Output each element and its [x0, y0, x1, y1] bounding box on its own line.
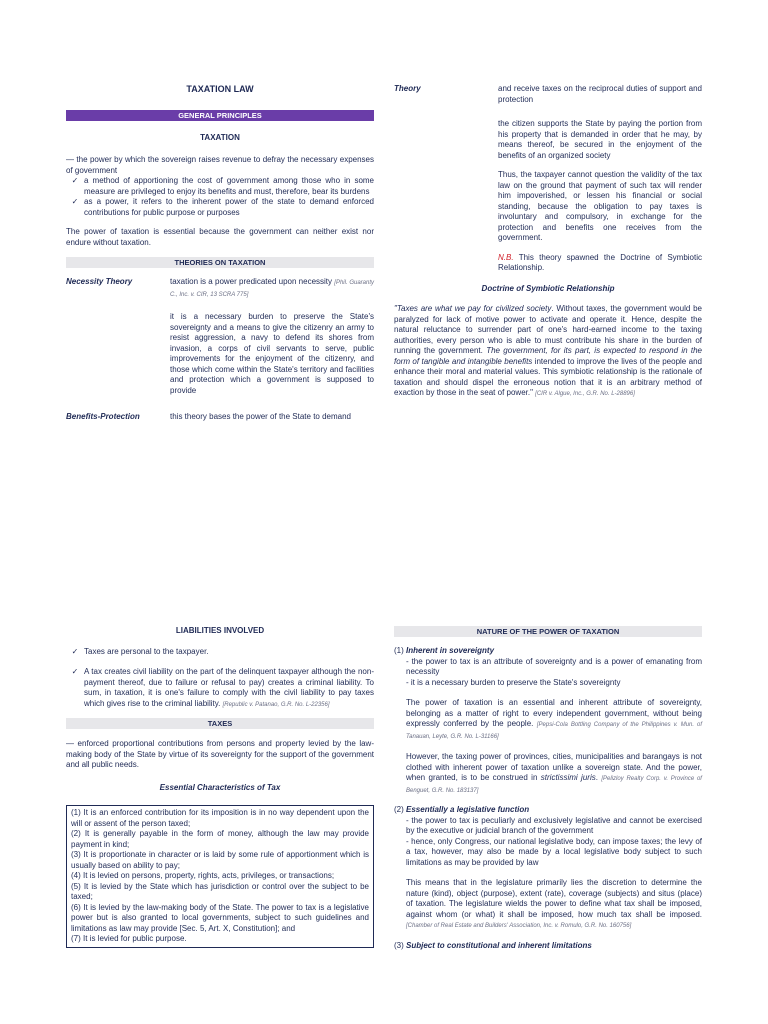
characteristic-item: (1) It is an enforced contribution for its imposition is in no way dependent upon the will or assent of the person taxed;: [71, 808, 369, 828]
check-icon: ✓: [71, 197, 79, 206]
citation: [Chamber of Real Estate and Builders' Association, Inc. v. Romulo, G.R. No. 160756]: [406, 923, 632, 929]
theory-text: and receive taxes on the reciprocal duties of support and protection: [498, 84, 702, 104]
check-icon: ✓: [71, 646, 79, 656]
nature-item-1-a: - the power to tax is an attribute of sovereignty and is a power of emanating from necessity: [406, 656, 702, 676]
benefits-protection-text: this theory bases the power of the State to demand: [170, 412, 351, 421]
characteristic-item: (6) It is levied by the law-making body of the State. The power to tax is a legislative power but is also granted to local governments, subject to such guidelines and limitations as law may provide [Sec. 5, Art. X, Constitution]; and: [71, 902, 369, 933]
characteristics-box: [66, 805, 374, 948]
nb-label: N.B.: [498, 252, 514, 262]
taxes-header: TAXES: [66, 718, 374, 729]
check-icon: ✓: [71, 176, 79, 185]
theory-continued-row: [394, 84, 702, 105]
nature-item-1-title: (1) Inherent in sovereignty: [394, 646, 495, 655]
characteristic-item: (3) It is proportionate in character or is laid by some rule of apportionment which is usually based on ability to pay;: [71, 850, 369, 870]
checklist-text: Taxes are personal to the taxpayer.: [84, 646, 209, 656]
taxes-definition: — enforced proportional contributions from persons and property levied by the law-making body of the State by virtue of its sovereignty for the support of the government and all public needs.: [66, 739, 374, 769]
theory-label: Theory: [394, 84, 421, 93]
characteristic-item: (4) It is levied on persons, property, rights, acts, privileges, or transactions;: [71, 871, 335, 880]
taxation-heading: TAXATION: [200, 132, 240, 142]
necessity-theory-row-2: [66, 312, 374, 396]
characteristic-item: (7) It is levied for public purpose.: [71, 934, 187, 943]
general-principles-header: GENERAL PRINCIPLES: [66, 110, 374, 121]
necessity-theory-label: Necessity Theory: [66, 277, 133, 286]
essential-characteristics-heading: Essential Characteristics of Tax: [159, 782, 281, 792]
nature-item-3-title: (3) Subject to constitutional and inherent limitations: [394, 940, 592, 950]
checklist-item: [66, 647, 374, 658]
essential-paragraph: The power of taxation is essential because the government can neither exist nor endure without taxation.: [66, 227, 374, 247]
taxpayer-validity-text: Thus, the taxpayer cannot question the validity of the tax law on the ground that payment of such tax will render him impoverished, or lessen his financial or social standing, because the obligation to pay taxes is involuntary and compulsory, in exchange for the protection and benefits one receives from the government.: [498, 170, 702, 242]
liabilities-heading: LIABILITIES INVOLVED: [175, 626, 265, 635]
nature-item-1-b: - it is a necessary burden to preserve the State's sovereignty: [406, 677, 621, 687]
benefits-protection-label: Benefits-Protection: [66, 412, 140, 421]
citation: [CIR v. Algue, Inc., G.R. No. L-28896]: [535, 391, 635, 397]
taxation-definition: — the power by which the sovereign raises revenue to defray the necessary expenses of government: [66, 155, 374, 175]
citizen-support-text: the citizen supports the State by paying the portion from his property that is demanded in order that he may, by means thereof, be secured in the enjoyment of the benefits of an organized society: [498, 119, 702, 160]
nature-item-1-para-2: However, the taxing power of provinces, cities, municipalities and barangays is not clothed with inherent power of taxation unlike a sovereign state. And the power, when granted, is to be construed in strictissimi juris. [Pelizloy Realty Corp. v. Province of Benguet, G.R. No. 183137]: [406, 752, 702, 794]
check-icon: ✓: [71, 667, 79, 676]
checklist-text: A tax creates civil liability on the part of the delinquent taxpayer although the non-payment thereof, due to failure or refusal to pay) creates a criminal liability. To sum, in taxation, it is one's failure to comply with the civil liability to pay taxes which gives rise to the criminal liability. [Republic v. Patanao, G.R. No. L-22356]: [84, 667, 374, 708]
checklist-item: [66, 667, 374, 710]
bottom-left-column: [66, 626, 374, 948]
checklist-text: a method of apportioning the cost of government among those who in some measure are privileged to enjoy its benefits and must, therefore, bear its burdens: [84, 176, 374, 196]
benefits-protection-row: [66, 412, 374, 423]
nature-item-2-para-1: This means that in the legislature primarily lies the discretion to determine the nature (kind), object (purpose), extent (rate), coverage (subjects) and situs (place) of taxation. The legislature wields the power to define what tax shall be imposed, against whom (or what) it shall be imposed, how much tax shall be imposed. [Chamber of Real Estate and Builders' Association, Inc. v. Romulo, G.R. No. 160756]: [406, 878, 702, 929]
nature-item-2-a: - the power to tax is peculiarly and exclusively legislative and cannot be exercised by the executive or judicial branch of the government: [406, 815, 702, 835]
citation: [Phil. Guaranty C., Inc. v. CIR, 13 SCRA 775]: [170, 280, 374, 298]
doctrine-quote: "Taxes are what we pay for civilized society: [394, 304, 552, 313]
nb-note: N.B. This theory spawned the Doctrine of Symbiotic Relationship.: [498, 252, 703, 272]
doctrine-paragraph: "Taxes are what we pay for civilized society. Without taxes, the government would be paralyzed for lack of motive power to activate and operate it. Hence, despite the natural reluctance to surrender part of one's hard-earned income to the taxing authorities, every person who is able to must contribute his share in the burden of running the government. The government, for its part, is expected to respond in the form of tangible and intangible benefits intended to improve the lives of the people and enhance their moral and material values. This symbiotic relationship is the rationale of taxation and should dispel the erroneous notion that it is an arbitrary method of exaction by those in the seat of power." [CIR v. Algue, Inc., G.R. No. L-28896]: [394, 304, 702, 397]
necessity-theory-text-2: it is a necessary burden to preserve the State's sovereignty and a means to give the citizenry an army to resist aggression, a navy to defend its shores from invasion, a corps of civil servants to serve, public improvements for the enjoyment of the citizenry, and those which come within the State's territory and facilities and protection which a government is supposed to provide: [170, 312, 374, 395]
checklist-text: as a power, it refers to the inherent power of the state to demand enforced contributions for public purpose or purposes: [84, 197, 374, 217]
citation: [Pelizloy Realty Corp. v. Province of Benguet, G.R. No. 183137]: [406, 776, 702, 794]
theories-header: THEORIES ON TAXATION: [66, 257, 374, 268]
citation: [Pepsi-Cola Bottling Company of the Philippines v. Mun. of Tanauan, Leyte, G.R. No. L-31166]: [406, 722, 702, 740]
citation: [Republic v. Patanao, G.R. No. L-22356]: [222, 701, 330, 708]
necessity-theory-row: [66, 277, 374, 300]
characteristic-item: (2) It is generally payable in the form of money, although the law may provide payment in kind;: [71, 829, 369, 849]
nature-item-2-b: - hence, only Congress, our national legislative body, can impose taxes; the levy of a tax, however, may also be made by a local legislative body subject to such limitations as may be provided by law: [406, 836, 702, 867]
top-right-column: [394, 84, 702, 400]
doctrine-heading: Doctrine of Symbiotic Relationship: [481, 283, 615, 293]
checklist-item: [66, 176, 374, 197]
nature-item-1-para-1: The power of taxation is an essential and inherent attribute of sovereignty, belonging as a matter of right to every independent government, without being expressly conferred by the people. [Pepsi-Cola Bottling Company of the Philippines v. Mun. of Tanauan, Leyte, G.R. No. L-31166]: [406, 698, 702, 740]
nature-item-2-title: (2) Essentially a legislative function: [394, 805, 530, 814]
page-title: TAXATION LAW: [186, 84, 254, 94]
necessity-theory-text: taxation is a power predicated upon necessity [Phil. Guaranty C., Inc. v. CIR, 13 SCRA 775]: [170, 277, 374, 298]
characteristic-item: (5) It is levied by the State which has jurisdiction or control over the subject to be taxed;: [71, 881, 369, 901]
nature-header: NATURE OF THE POWER OF TAXATION: [394, 626, 702, 637]
top-left-column: [66, 84, 374, 423]
bottom-right-column: [394, 626, 702, 951]
checklist-item: [66, 197, 374, 218]
